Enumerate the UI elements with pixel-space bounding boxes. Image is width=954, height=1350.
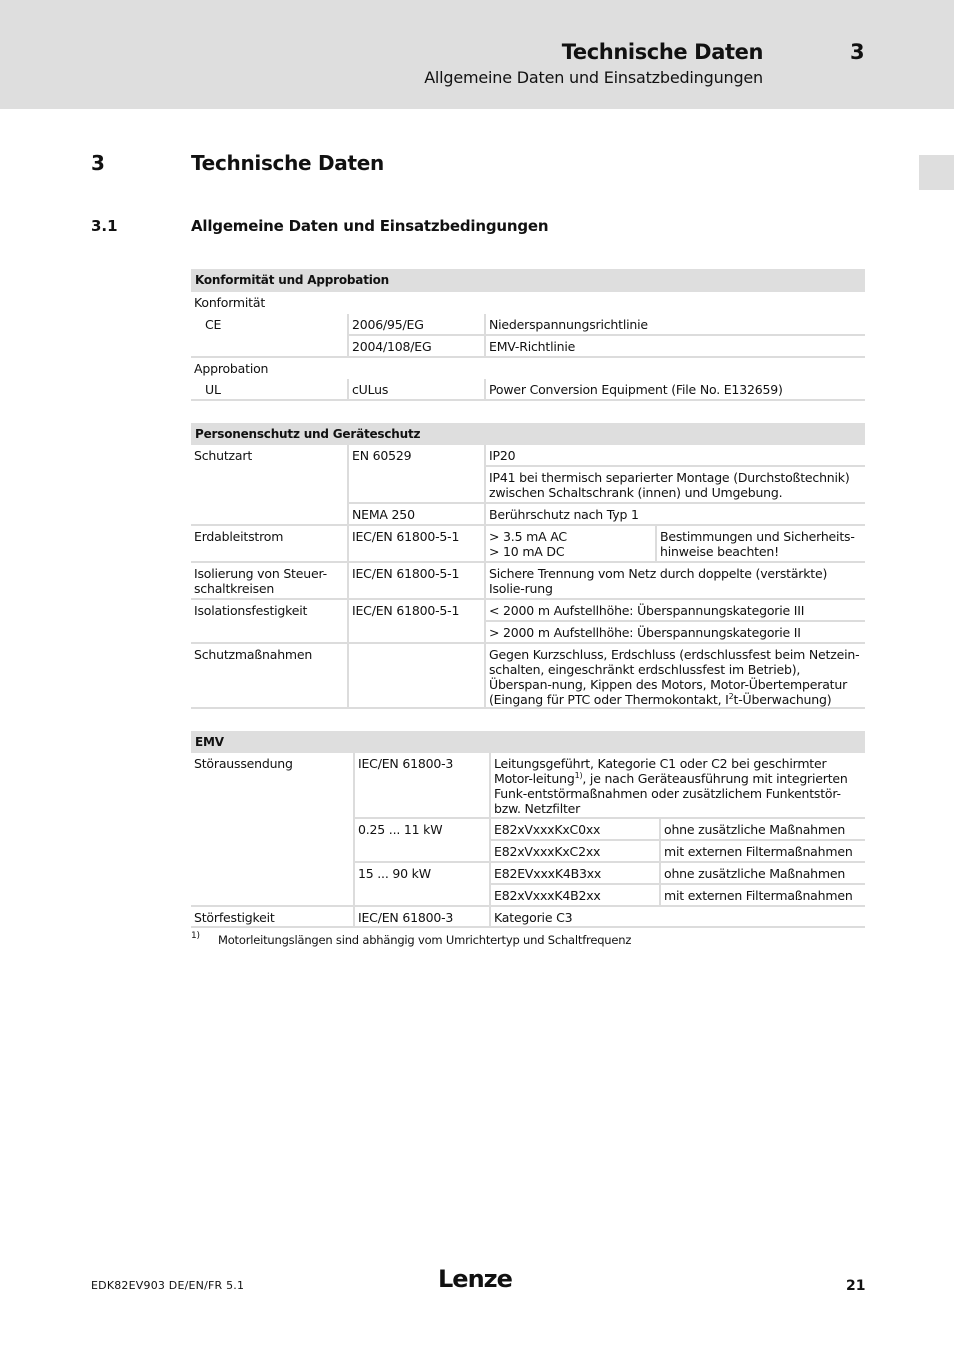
stoeraussendung-text-2: , je nach Geräteausführung mit integrierten Funk-entstörmaßnahmen oder zusätzlichem Funkentstör- bzw. Netzfilter (494, 771, 848, 816)
ce-standard-1: 2006/95/EG (349, 314, 486, 336)
device-type: E82xVxxxKxC0xx (491, 819, 661, 841)
erdableitstrom-note: Bestimmungen und Sicherheits-hinweise beachten! (657, 526, 865, 563)
header-chapter-number: 3 (850, 40, 865, 64)
schutzmassnahmen-description (486, 644, 865, 709)
approbation-label: Approbation (194, 361, 269, 376)
table-header: Personenschutz und Geräteschutz (191, 423, 865, 445)
schutzart-ip41: IP41 bei thermisch separierter Montage (Durchstoßtechnik) zwischen Schaltschrank (innen) und Umgebung. (486, 467, 865, 504)
heading1-title: Technische Daten (191, 151, 384, 175)
schutzmassnahmen-text-2: t-Überwachung) (733, 692, 832, 707)
erdableitstrom-standard: IEC/EN 61800-5-1 (349, 526, 486, 563)
ce-standard-2: 2004/108/EG (349, 336, 486, 358)
ul-description: Power Conversion Equipment (File No. E132659) (486, 379, 865, 401)
schutzart-nema-description: Berührschutz nach Typ 1 (486, 504, 865, 526)
chapter-tab-marker (919, 155, 954, 190)
stoeraussendung-label: Störaussendung (191, 753, 355, 907)
device-type: E82xVxxxKxC2xx (491, 841, 661, 863)
filter-measure: ohne zusätzliche Maßnahmen (661, 863, 865, 885)
schutzmassnahmen-standard-empty (349, 644, 486, 709)
isolierung-description: Sichere Trennung vom Netz durch doppelte (verstärkte) Isolie-rung (486, 563, 865, 600)
emv-table (191, 731, 865, 928)
ce-description-2: EMV-Richtlinie (486, 336, 865, 358)
ul-block (191, 379, 865, 401)
footnote-reference: 1) (574, 770, 583, 780)
table-header: EMV (191, 731, 865, 753)
heading2-number: 3.1 (91, 217, 118, 235)
stoerfestigkeit-label: Störfestigkeit (191, 907, 355, 928)
header-title: Technische Daten (561, 40, 763, 64)
table-header: Konformität und Approbation (191, 269, 865, 292)
schutzart-ip20: IP20 (486, 445, 865, 467)
ce-label: CE (191, 314, 349, 358)
page-number: 21 (846, 1278, 866, 1294)
stoeraussendung-description (491, 753, 865, 819)
isolierung-label: Isolierung von Steuer-schaltkreisen (191, 563, 349, 600)
isolationsfestigkeit-standard: IEC/EN 61800-5-1 (349, 600, 486, 644)
ce-description-1: Niederspannungsrichtlinie (486, 314, 865, 336)
isolationsfestigkeit-row-2: > 2000 m Aufstellhöhe: Überspannungskategorie II (486, 622, 865, 644)
schutzmassnahmen-text-1: Gegen Kurzschluss, Erdschluss (erdschlussfest beim Netzein-schalten, eingeschränkt erdschlussfest im Betrieb), Überspan-nung, Kippen des Motors, Motor-Übertemperatur (Eingang für PTC oder Thermokontakt, I (489, 647, 860, 707)
filter-measure: mit externen Filtermaßnahmen (661, 885, 865, 907)
ce-block (191, 314, 865, 358)
stoerfestigkeit-description: Kategorie C3 (491, 907, 865, 928)
device-type: E82EVxxxK4B3xx (491, 863, 661, 885)
footnote-text: Motorleitungslängen sind abhängig vom Umrichtertyp und Schaltfrequenz (218, 933, 632, 947)
footnote-mark: 1) (191, 931, 200, 941)
personenschutz-table (191, 423, 865, 709)
stoeraussendung-text-1: Leitungsgeführt, Kategorie C1 oder C2 bei geschirmter Motor-leitung (494, 756, 827, 786)
header-subtitle: Allgemeine Daten und Einsatzbedingungen (424, 68, 763, 87)
filter-measure: ohne zusätzliche Maßnahmen (661, 819, 865, 841)
lenze-logo: Lenze (438, 1265, 512, 1293)
power-range-1: 0.25 ... 11 kW (355, 819, 491, 863)
konformitaet-table (191, 269, 865, 401)
device-type: E82xVxxxK4B2xx (491, 885, 661, 907)
erdableitstrom-ac: > 3.5 mA AC (489, 529, 567, 544)
power-range-2: 15 ... 90 kW (355, 863, 491, 907)
page-header-band (0, 0, 954, 109)
isolierung-standard: IEC/EN 61800-5-1 (349, 563, 486, 600)
document-id: EDK82EV903 DE/EN/FR 5.1 (91, 1279, 245, 1292)
superscript-2: 2 (728, 691, 734, 701)
stoerfestigkeit-standard: IEC/EN 61800-3 (355, 907, 491, 928)
erdableitstrom-values (486, 526, 657, 563)
isolationsfestigkeit-row-1: < 2000 m Aufstellhöhe: Überspannungskategorie III (486, 600, 865, 622)
ul-standard: cULus (349, 379, 486, 401)
stoeraussendung-standard: IEC/EN 61800-3 (355, 753, 491, 819)
personenschutz-grid (191, 445, 865, 709)
schutzmassnahmen-label: Schutzmaßnahmen (191, 644, 349, 709)
ul-label: UL (191, 379, 349, 401)
heading1-number: 3 (91, 151, 105, 175)
schutzart-standard: EN 60529 (349, 445, 486, 504)
schutzart-nema: NEMA 250 (349, 504, 486, 526)
filter-measure: mit externen Filtermaßnahmen (661, 841, 865, 863)
konformitaet-label: Konformität (194, 295, 266, 310)
isolationsfestigkeit-label: Isolationsfestigkeit (191, 600, 349, 644)
erdableitstrom-dc: > 10 mA DC (489, 544, 565, 559)
schutzart-label: Schutzart (191, 445, 349, 526)
erdableitstrom-label: Erdableitstrom (191, 526, 349, 563)
heading2-title: Allgemeine Daten und Einsatzbedingungen (191, 217, 549, 235)
emv-grid (191, 753, 865, 928)
